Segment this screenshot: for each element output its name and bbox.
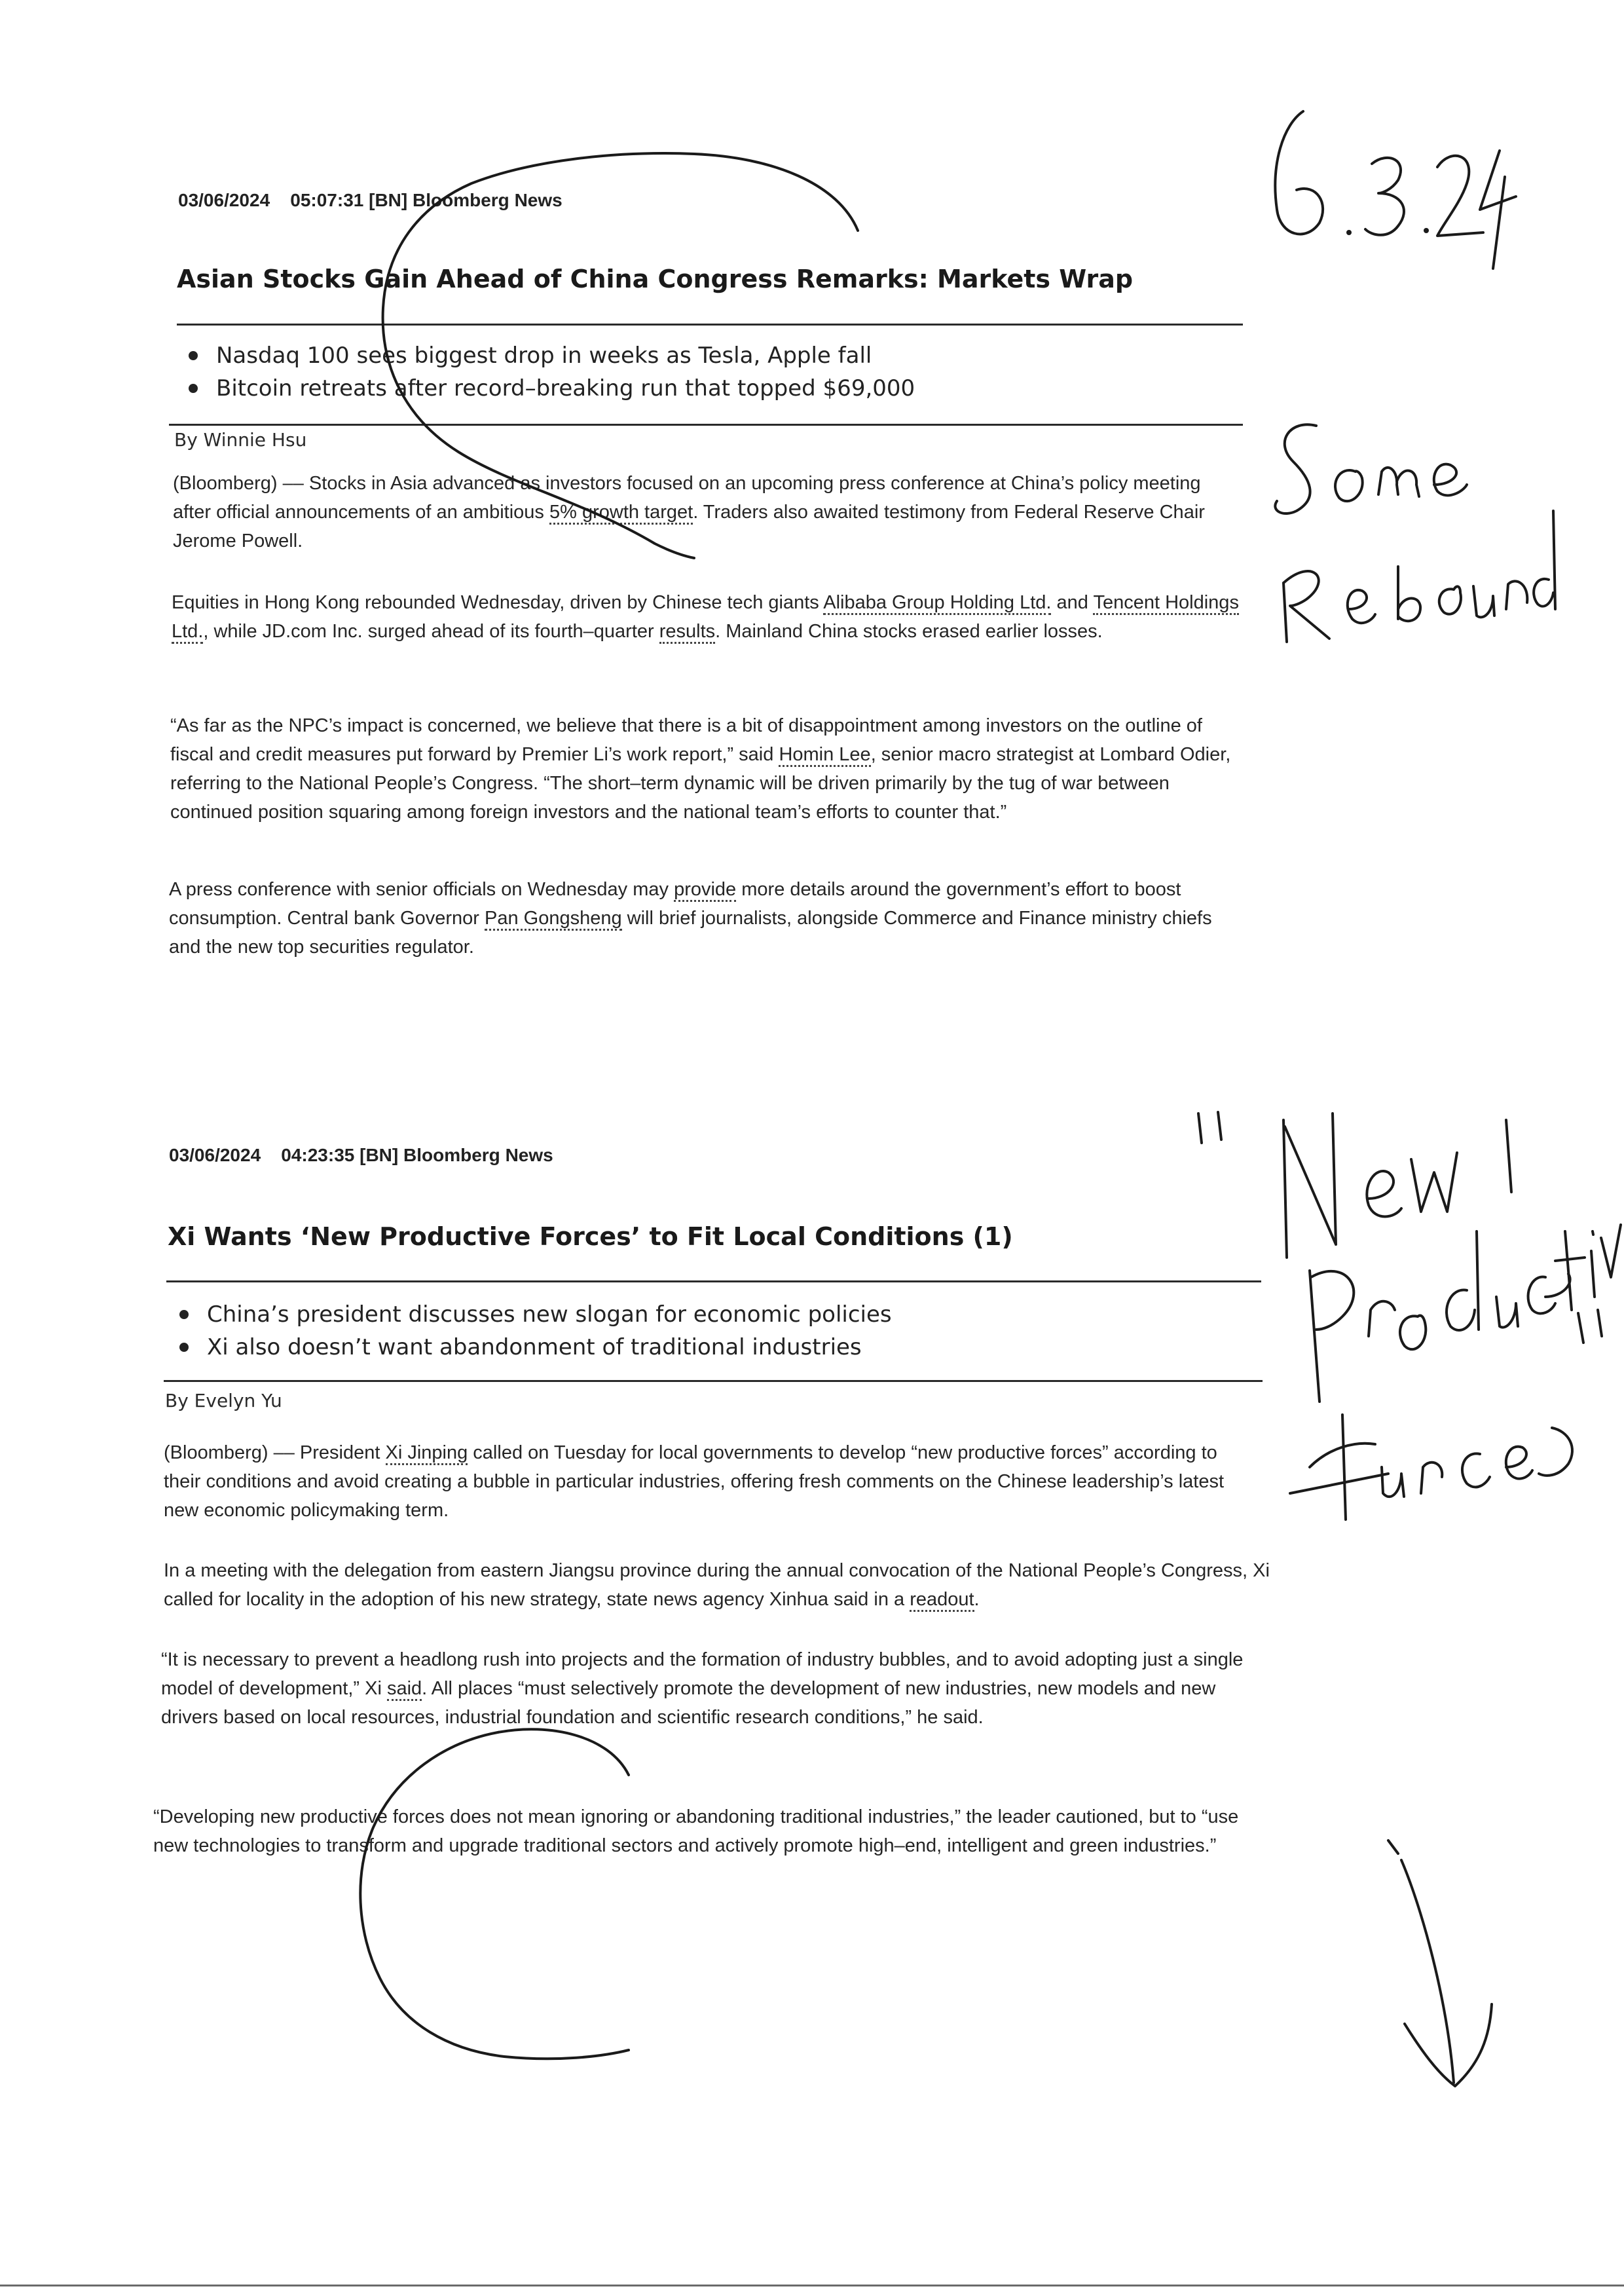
- article-1-paragraph-2: Equities in Hong Kong rebounded Wednesday, driven by Chinese tech giants Alibaba Group Holding Ltd. and Tencent Holdings Ltd., while JD.com Inc. surged ahead of its fourth–quarter results. Mainland China stocks erased earlier losses.: [172, 588, 1239, 646]
- link-alibaba[interactable]: Alibaba Group Holding Ltd.: [823, 592, 1051, 615]
- link-provide[interactable]: provide: [674, 879, 736, 902]
- handwritten-quote-mark: [1192, 1107, 1231, 1153]
- list-item: Nasdaq 100 sees biggest drop in weeks as Tesla, Apple fall: [186, 339, 1234, 372]
- article-1-date: 03/06/2024: [178, 190, 270, 210]
- article-2-headline: Xi Wants ‘New Productive Forces’ to Fit Local Conditions (1): [168, 1222, 1013, 1251]
- article-2-headline-rule: [166, 1280, 1261, 1282]
- handwritten-down-arrow-icon: [1375, 1827, 1532, 2102]
- list-item: Xi also doesn’t want abandonment of traditional industries: [177, 1331, 1225, 1364]
- article-2-paragraph-3: “It is necessary to prevent a headlong rush into projects and the formation of industry bubbles, and to avoid adopting just a single model of development,” Xi said. All places “must selectively promote the development of new industries, new models and new drivers based on local resources, industrial foundation and scientific research conditions,” he said.: [161, 1649, 1244, 1728]
- article-2-time: 04:23:35: [281, 1145, 355, 1165]
- list-item: China’s president discusses new slogan for economic policies: [177, 1298, 1225, 1331]
- article-1-source: [BN] Bloomberg News: [369, 190, 563, 210]
- article-1-paragraph-4: A press conference with senior officials on Wednesday may provide more details around the government’s effort to boost consumption. Central bank Governor Pan Gongsheng will brief journalists, alongside Commerce and Finance ministry chiefs and the new top securities regulator.: [169, 879, 1212, 958]
- article-1-paragraph-3: “As far as the NPC’s impact is concerned, we believe that there is a bit of disappointment among investors on the outline of fiscal and credit measures put forward by Premier Li’s work report,” said Homin Lee, senior macro strategist at Lombard Odier, referring to the National People’s Congress. “The short–term dynamic will be driven primarily by the tug of war between continued position squaring among foreign investors and the national team’s efforts to counter that.”: [170, 715, 1231, 823]
- bullet-dot-icon: [179, 1343, 189, 1352]
- link-tencent[interactable]: Tencent Holdings Ltd.: [172, 592, 1239, 644]
- list-item: Bitcoin retreats after record–breaking run that topped $69,000: [186, 372, 1234, 405]
- article-1-time: 05:07:31: [290, 190, 364, 210]
- article-2-paragraph-4: “Developing new productive forces does not mean ignoring or abandoning traditional industries,” the leader cautioned, but to “use new technologies to transform and upgrade traditional sectors and actively promote high–end, intelligent and green industries.”: [153, 1806, 1239, 1856]
- article-2-source: [BN] Bloomberg News: [360, 1145, 553, 1165]
- link-results[interactable]: results: [659, 621, 715, 644]
- article-2-date: 03/06/2024: [169, 1145, 261, 1165]
- handwritten-note-some-rebound: [1257, 413, 1559, 668]
- bullet-dot-icon: [179, 1310, 189, 1319]
- article-1-byline: By Winnie Hsu: [174, 429, 307, 451]
- handwritten-bracket-arc-1: [367, 144, 864, 563]
- article-2-paragraph-2: In a meeting with the delegation from eastern Jiangsu province during the annual convocation of the National People’s Congress, Xi called for locality in the adoption of his new strategy, state news agency Xinhua said in a readout.: [164, 1556, 1277, 1614]
- handwritten-date: [1257, 85, 1519, 282]
- article-2-paragraph-1: (Bloomberg) –– President Xi Jinping called on Tuesday for local governments to develop “new productive forces” according to their conditions and avoid creating a bubble in particular industries, offering fresh comments on the Chinese leadership’s latest new economic policymaking term.: [164, 1442, 1225, 1521]
- article-1-headline: Asian Stocks Gain Ahead of China Congress Remarks: Markets Wrap: [177, 265, 1134, 293]
- bullet-dot-icon: [189, 384, 198, 393]
- link-5-percent-growth-target[interactable]: 5% growth target: [549, 502, 693, 525]
- article-2-bullets: [177, 1298, 1225, 1364]
- handwritten-bracket-arc-2: [341, 1716, 694, 2070]
- article-1-paragraph-1: (Bloomberg) –– Stocks in Asia advanced as investors focused on an upcoming press conference at China’s policy meeting after official announcements of an ambitious 5% growth target. Traders also awaited testimony from Federal Reserve Chair Jerome Powell.: [173, 473, 1205, 551]
- article-2-dateline: [169, 1145, 553, 1166]
- link-said[interactable]: said: [387, 1678, 422, 1701]
- bullet-dot-icon: [189, 351, 198, 360]
- article-2-byline: By Evelyn Yu: [165, 1390, 282, 1411]
- article-2-bullets-rule: [164, 1380, 1263, 1382]
- handwritten-note-new-productive-forces: [1270, 1100, 1624, 1520]
- scan-edge-line: [0, 2285, 1624, 2286]
- link-readout[interactable]: readout: [910, 1589, 974, 1612]
- link-xi-jinping[interactable]: Xi Jinping: [386, 1442, 468, 1465]
- link-pan-gongsheng[interactable]: Pan Gongsheng: [485, 908, 622, 931]
- link-homin-lee[interactable]: Homin Lee: [779, 744, 870, 767]
